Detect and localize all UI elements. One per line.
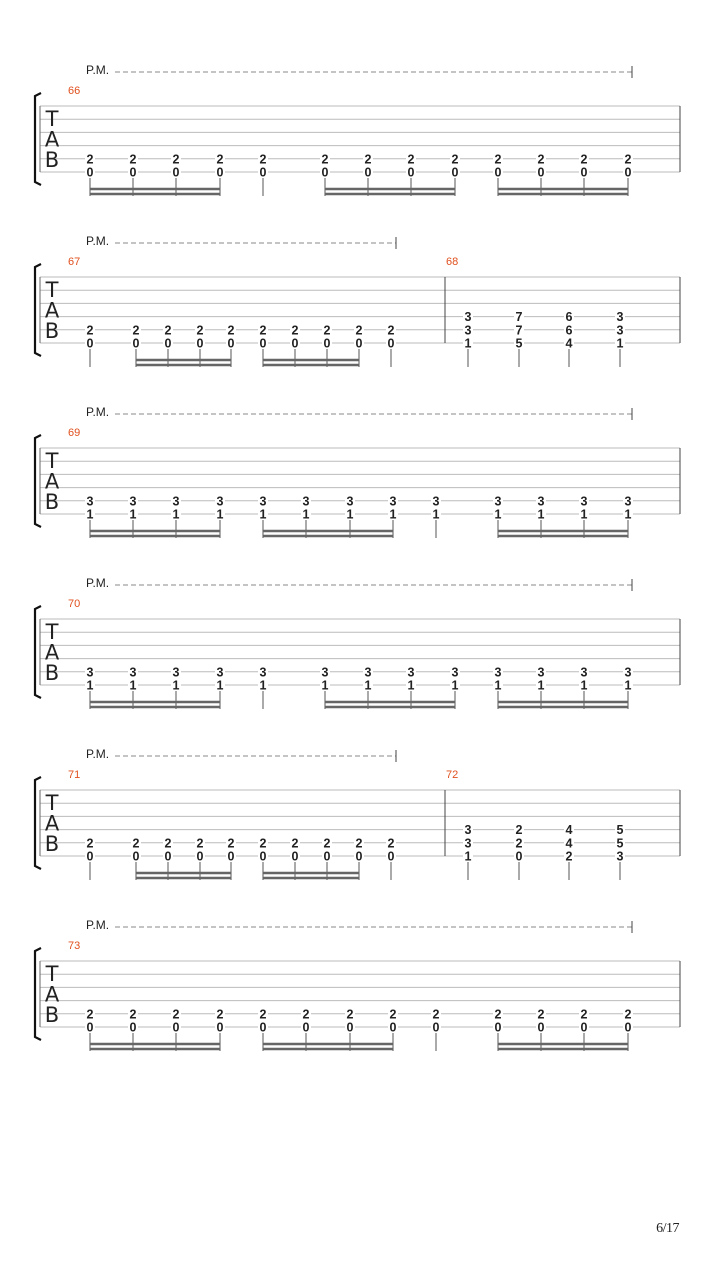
fret-number: 2 — [323, 836, 331, 851]
fret-number: 2 — [515, 823, 523, 838]
fret-number: 2 — [259, 323, 267, 338]
tab-clef-letter: B — [44, 490, 60, 514]
fret-number: 3 — [451, 665, 459, 680]
fret-number: 0 — [346, 1020, 354, 1035]
fret-number: 0 — [624, 165, 632, 180]
tab-clef-letter: T — [45, 791, 59, 815]
fret-number: 0 — [132, 336, 140, 351]
fret-number: 0 — [355, 336, 363, 351]
measure-number: 66 — [68, 85, 81, 97]
fret-number: 0 — [216, 1020, 224, 1035]
fret-number: 2 — [355, 836, 363, 851]
measure-number: 68 — [446, 256, 459, 268]
fret-number: 3 — [616, 849, 624, 864]
fret-number: 2 — [364, 152, 372, 167]
fret-number: 3 — [172, 665, 180, 680]
fret-number: 1 — [302, 507, 310, 522]
fret-number: 0 — [580, 1020, 588, 1035]
fret-number: 2 — [624, 152, 632, 167]
fret-number: 1 — [86, 507, 94, 522]
fret-number: 0 — [537, 1020, 545, 1035]
fret-number: 2 — [164, 836, 172, 851]
fret-number: 3 — [616, 323, 624, 338]
fret-number: 1 — [407, 678, 415, 693]
fret-number: 3 — [616, 310, 624, 325]
tab-clef-letter: A — [44, 811, 60, 836]
fret-number: 1 — [129, 678, 137, 693]
fret-number: 2 — [291, 836, 299, 851]
fret-number: 1 — [537, 507, 545, 522]
fret-number: 3 — [580, 494, 588, 509]
fret-number: 3 — [464, 310, 472, 325]
fret-number: 2 — [432, 1007, 440, 1022]
fret-number: 4 — [565, 836, 573, 851]
fret-number: 0 — [537, 165, 545, 180]
fret-number: 3 — [346, 494, 354, 509]
tab-clef-letter: T — [45, 962, 59, 986]
fret-number: 1 — [580, 678, 588, 693]
fret-number: 2 — [129, 1007, 137, 1022]
fret-number: 2 — [323, 323, 331, 338]
fret-number: 2 — [259, 836, 267, 851]
fret-number: 2 — [537, 1007, 545, 1022]
fret-number: 2 — [86, 836, 94, 851]
measure-number: 71 — [68, 769, 81, 781]
fret-number: 0 — [451, 165, 459, 180]
fret-number: 3 — [537, 665, 545, 680]
fret-number: 2 — [132, 323, 140, 338]
fret-number: 5 — [616, 823, 624, 838]
measure-number: 67 — [68, 256, 81, 268]
tab-clef-letter: B — [44, 319, 60, 343]
fret-number: 2 — [86, 152, 94, 167]
tab-clef-letter: A — [44, 982, 60, 1007]
fret-number: 3 — [86, 494, 94, 509]
fret-number: 0 — [302, 1020, 310, 1035]
fret-number: 2 — [227, 836, 235, 851]
fret-number: 0 — [129, 1020, 137, 1035]
fret-number: 3 — [537, 494, 545, 509]
fret-number: 0 — [494, 1020, 502, 1035]
fret-number: 3 — [494, 665, 502, 680]
measure-number: 72 — [446, 769, 459, 781]
fret-number: 1 — [216, 678, 224, 693]
fret-number: 2 — [407, 152, 415, 167]
fret-number: 2 — [196, 323, 204, 338]
fret-number: 2 — [565, 849, 573, 864]
fret-number: 2 — [291, 323, 299, 338]
tab-clef-letter: T — [45, 278, 59, 302]
fret-number: 3 — [464, 323, 472, 338]
page-number: 6/17 — [656, 1221, 679, 1236]
fret-number: 0 — [580, 165, 588, 180]
fret-number: 3 — [302, 494, 310, 509]
fret-number: 1 — [389, 507, 397, 522]
fret-number: 4 — [565, 823, 573, 838]
fret-number: 3 — [624, 665, 632, 680]
tab-clef-letter: A — [44, 640, 60, 665]
fret-number: 1 — [624, 678, 632, 693]
fret-number: 3 — [464, 823, 472, 838]
fret-number: 2 — [302, 1007, 310, 1022]
fret-number: 2 — [259, 1007, 267, 1022]
fret-number: 0 — [86, 165, 94, 180]
fret-number: 0 — [389, 1020, 397, 1035]
fret-number: 2 — [196, 836, 204, 851]
fret-number: 0 — [323, 336, 331, 351]
fret-number: 0 — [355, 849, 363, 864]
fret-number: 1 — [494, 678, 502, 693]
fret-number: 0 — [323, 849, 331, 864]
fret-number: 1 — [494, 507, 502, 522]
fret-number: 3 — [432, 494, 440, 509]
fret-number: 2 — [164, 323, 172, 338]
palm-mute-label: P.M. — [86, 234, 110, 248]
fret-number: 0 — [407, 165, 415, 180]
fret-number: 2 — [451, 152, 459, 167]
fret-number: 0 — [172, 165, 180, 180]
fret-number: 0 — [364, 165, 372, 180]
fret-number: 0 — [259, 849, 267, 864]
palm-mute-label: P.M. — [86, 405, 110, 419]
fret-number: 1 — [364, 678, 372, 693]
fret-number: 1 — [86, 678, 94, 693]
fret-number: 2 — [216, 152, 224, 167]
fret-number: 2 — [387, 836, 395, 851]
fret-number: 0 — [86, 336, 94, 351]
fret-number: 0 — [432, 1020, 440, 1035]
fret-number: 1 — [537, 678, 545, 693]
fret-number: 6 — [565, 323, 573, 338]
fret-number: 2 — [580, 1007, 588, 1022]
fret-number: 0 — [227, 336, 235, 351]
fret-number: 3 — [259, 494, 267, 509]
fret-number: 0 — [86, 1020, 94, 1035]
fret-number: 2 — [387, 323, 395, 338]
fret-number: 0 — [196, 849, 204, 864]
fret-number: 0 — [291, 849, 299, 864]
fret-number: 3 — [216, 494, 224, 509]
fret-number: 1 — [129, 507, 137, 522]
palm-mute-label: P.M. — [86, 576, 110, 590]
fret-number: 1 — [464, 849, 472, 864]
palm-mute-label: P.M. — [86, 63, 110, 77]
fret-number: 2 — [389, 1007, 397, 1022]
fret-number: 0 — [321, 165, 329, 180]
fret-number: 3 — [364, 665, 372, 680]
fret-number: 3 — [321, 665, 329, 680]
fret-number: 3 — [172, 494, 180, 509]
tab-clef-letter: T — [45, 449, 59, 473]
fret-number: 1 — [580, 507, 588, 522]
palm-mute-label: P.M. — [86, 918, 110, 932]
fret-number: 2 — [132, 836, 140, 851]
fret-number: 2 — [355, 323, 363, 338]
fret-number: 0 — [291, 336, 299, 351]
fret-number: 3 — [464, 836, 472, 851]
fret-number: 3 — [259, 665, 267, 680]
fret-number: 3 — [407, 665, 415, 680]
fret-number: 0 — [164, 849, 172, 864]
fret-number: 1 — [624, 507, 632, 522]
fret-number: 0 — [259, 165, 267, 180]
fret-number: 0 — [216, 165, 224, 180]
fret-number: 0 — [259, 1020, 267, 1035]
tab-clef-letter: A — [44, 298, 60, 323]
measure-number: 70 — [68, 598, 81, 610]
fret-number: 3 — [216, 665, 224, 680]
fret-number: 2 — [172, 152, 180, 167]
fret-number: 0 — [387, 849, 395, 864]
fret-number: 7 — [515, 310, 523, 325]
fret-number: 6 — [565, 310, 573, 325]
fret-number: 0 — [494, 165, 502, 180]
fret-number: 2 — [216, 1007, 224, 1022]
tab-clef-letter: B — [44, 661, 60, 685]
fret-number: 3 — [494, 494, 502, 509]
measure-number: 73 — [68, 940, 81, 952]
fret-number: 2 — [515, 836, 523, 851]
fret-number: 0 — [624, 1020, 632, 1035]
fret-number: 0 — [259, 336, 267, 351]
fret-number: 2 — [129, 152, 137, 167]
fret-number: 5 — [616, 836, 624, 851]
fret-number: 0 — [515, 849, 523, 864]
fret-number: 0 — [196, 336, 204, 351]
measure-number: 69 — [68, 427, 81, 439]
fret-number: 2 — [537, 152, 545, 167]
fret-number: 0 — [164, 336, 172, 351]
fret-number: 3 — [389, 494, 397, 509]
fret-number: 2 — [494, 1007, 502, 1022]
fret-number: 1 — [432, 507, 440, 522]
fret-number: 0 — [227, 849, 235, 864]
fret-number: 2 — [346, 1007, 354, 1022]
fret-number: 1 — [172, 678, 180, 693]
fret-number: 2 — [321, 152, 329, 167]
fret-number: 1 — [172, 507, 180, 522]
fret-number: 5 — [515, 336, 523, 351]
fret-number: 2 — [86, 323, 94, 338]
fret-number: 3 — [129, 665, 137, 680]
fret-number: 2 — [580, 152, 588, 167]
fret-number: 1 — [346, 507, 354, 522]
tab-clef-letter: B — [44, 148, 60, 172]
tab-clef-letter: B — [44, 1003, 60, 1027]
fret-number: 0 — [387, 336, 395, 351]
fret-number: 4 — [565, 336, 573, 351]
tab-clef-letter: T — [45, 620, 59, 644]
fret-number: 0 — [132, 849, 140, 864]
fret-number: 1 — [259, 507, 267, 522]
fret-number: 2 — [259, 152, 267, 167]
fret-number: 2 — [494, 152, 502, 167]
fret-number: 2 — [624, 1007, 632, 1022]
tab-clef-letter: T — [45, 107, 59, 131]
fret-number: 1 — [464, 336, 472, 351]
palm-mute-label: P.M. — [86, 747, 110, 761]
fret-number: 1 — [216, 507, 224, 522]
fret-number: 2 — [86, 1007, 94, 1022]
fret-number: 1 — [259, 678, 267, 693]
fret-number: 3 — [624, 494, 632, 509]
tab-clef-letter: A — [44, 127, 60, 152]
fret-number: 3 — [129, 494, 137, 509]
fret-number: 0 — [86, 849, 94, 864]
fret-number: 3 — [86, 665, 94, 680]
fret-number: 1 — [321, 678, 329, 693]
fret-number: 7 — [515, 323, 523, 338]
tab-clef-letter: A — [44, 469, 60, 494]
fret-number: 0 — [129, 165, 137, 180]
fret-number: 2 — [227, 323, 235, 338]
fret-number: 2 — [172, 1007, 180, 1022]
fret-number: 1 — [451, 678, 459, 693]
fret-number: 1 — [616, 336, 624, 351]
tab-clef-letter: B — [44, 832, 60, 856]
fret-number: 0 — [172, 1020, 180, 1035]
fret-number: 3 — [580, 665, 588, 680]
